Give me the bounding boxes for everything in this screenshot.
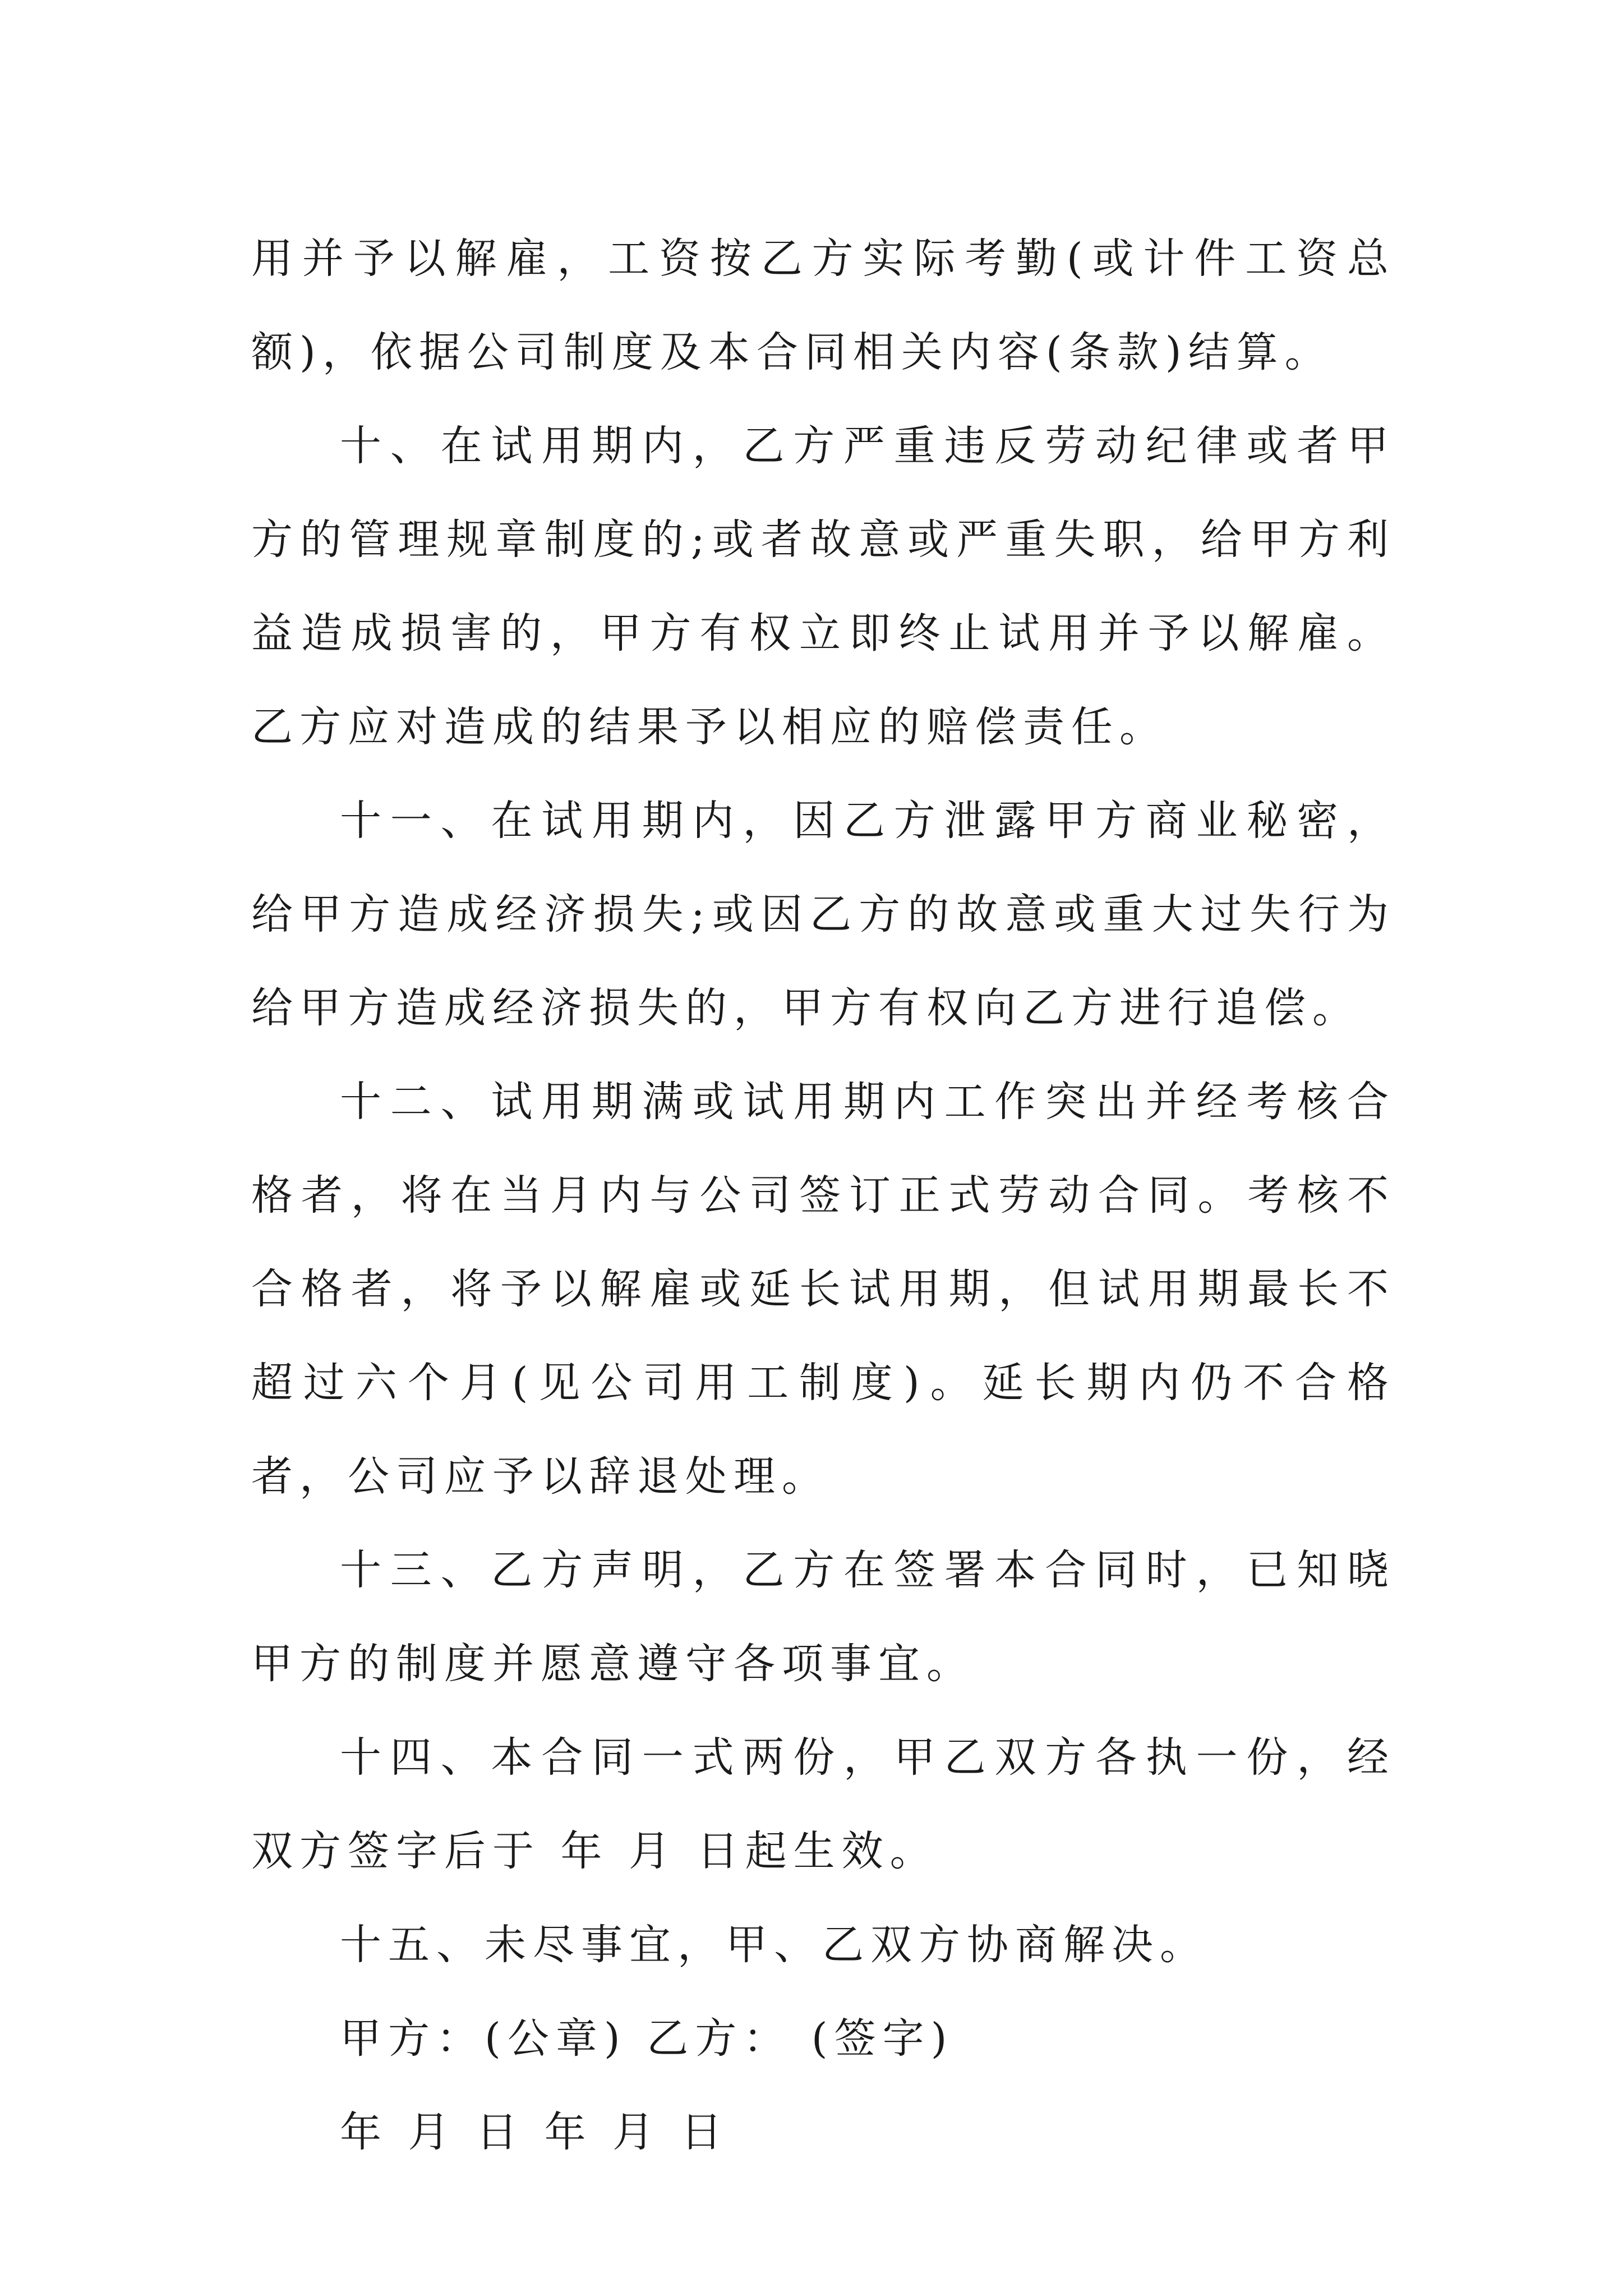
paragraph-clause-13: 十三、乙方声明，乙方在签署本合同时，已知晓甲方的制度并愿意遵守各项事宜。 (251, 1546, 1395, 1688)
paragraph-clause-11: 十一、在试用期内，因乙方泄露甲方商业秘密，给甲方造成经济损失;或因乙方的故意或重大过失行为给甲方造成经济损失的，甲方有权向乙方进行追偿。 (251, 797, 1395, 1032)
paragraph-clause-15: 十五、未尽事宜，甲、乙双方协商解决。 (340, 1921, 1208, 1969)
signature-parties-line: 甲方：(公章) 乙方： (签字) (340, 2014, 954, 2063)
paragraph-clause-14: 十四、本合同一式两份，甲乙双方各执一份，经双方签字后于 年 月 日起生效。 (251, 1733, 1395, 1875)
paragraph-clause-12: 十二、试用期满或试用期内工作突出并经考核合格者，将在当月内与公司签订正式劳动合同。考核不合格者，将予以解雇或延长试用期，但试用期最长不超过六个月(见公司用工制度)。延长期内仍不合格者，公司应予以辞退处理。 (251, 1078, 1395, 1501)
signature-date-line: 年 月 日 年 月 日 (340, 2108, 729, 2156)
paragraph-clause-9-continuation: 用并予以解雇，工资按乙方实际考勤(或计件工资总额)，依据公司制度及本合同相关内容(条款)结算。 (251, 234, 1395, 376)
document-body (251, 212, 1395, 2179)
paragraph-clause-10: 十、在试用期内，乙方严重违反劳动纪律或者甲方的管理规章制度的;或者故意或严重失职，给甲方利益造成损害的，甲方有权立即终止试用并予以解雇。乙方应对造成的结果予以相应的赔偿责任。 (251, 422, 1395, 751)
